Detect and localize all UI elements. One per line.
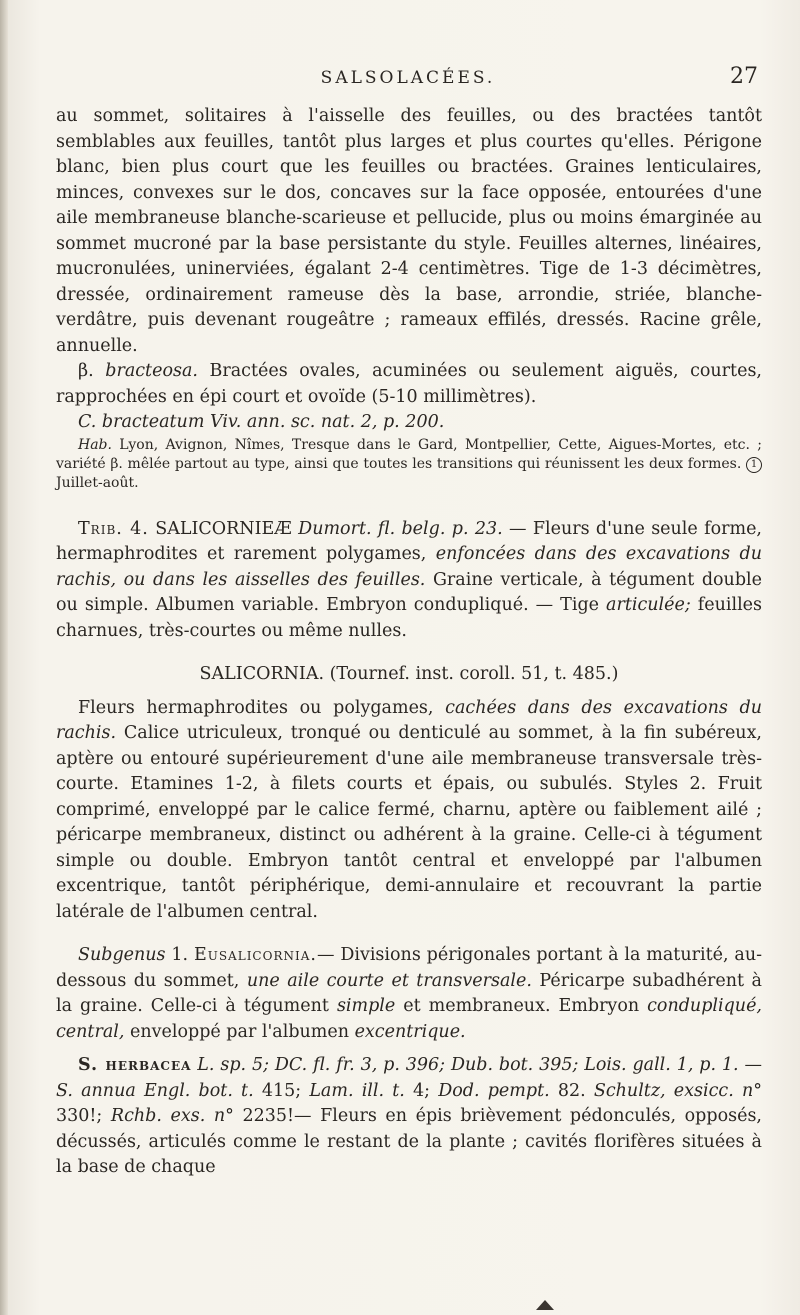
species-ref-1: L. sp. 5; DC. fl. fr. 3, p. 396; Dub. bot. 395; Lois. gall. 1, p. 1. [191,1055,739,1075]
tribe-name: SALICORNIEÆ [148,518,292,539]
subgenus-name: Eusalicornia. [193,945,317,965]
running-head: SALSOLACÉES. [320,68,496,88]
subgenus-number: 1. [165,945,194,965]
subgenus-text-1: — Divisions périgonales portant à la maturité, au-dessous du sommet, [56,945,762,991]
species-text-6: 2235!— Fleurs en épis brièvement pédonculés, opposés, décussés, articulés comme le restant de la plante ; cavités florifères situées à la base de chaque [56,1106,762,1177]
paragraph-tribe [56,517,762,645]
species-text-5: 330!; [56,1106,111,1126]
species-ref-3: Lam. ill. t. [309,1080,405,1101]
genus-heading [56,662,762,688]
subgenus-italic-3: condupliqué, central, [56,996,762,1042]
genus-italic-1: cachées dans des excavations du rachis. [56,697,762,743]
tribe-text-1: — Fleurs d'une seule forme, hermaphrodites et rarement polygames, [56,518,762,564]
subgenus-italic-1: une aile courte et transversale. [246,970,532,991]
paragraph-subgenus [56,943,762,1045]
tribe-authority: Dumort. fl. belg. p. 23. [291,518,503,539]
paragraph-synonym [56,410,762,436]
species-ref-4: Dod. pempt. [438,1080,550,1101]
variety-letter: β. [78,361,94,381]
species-name: S. herbacea [78,1055,192,1075]
tribe-text-3: feuilles charnues, très-courtes ou même nulles. [56,595,762,641]
tribe-text-2: Graine verticale, à tégument double ou simple. Albumen variable. Embryon condupliqué. — Tige [56,569,762,615]
genus-name: SALICORNIA. [199,664,325,684]
annual-symbol-icon: 1 [746,457,762,473]
subgenus-italic-4: excentrique. [354,1021,466,1042]
tribe-italic-2: articulée; [606,595,691,615]
book-spine-shadow [0,0,8,1315]
species-text-3: 4; [404,1080,439,1101]
synonym-reference: Viv. ann. sc. nat. 2, p. 200. [204,412,445,432]
species-sep-1: — [738,1055,762,1075]
paragraph-genus-description [56,696,762,926]
habitat-label: Hab. [78,436,112,453]
genus-text-2: Calice utriculeux, tronqué ou denticulé au sommet, à la fin subéreux, aptère ou entouré supérieurement d'une aile membraneuse transversale très-courte. Etamines 1-2, à filets courts et épais, ou subulés. Styles 2. Fruit comprimé, enveloppé par le calice fermé, charnu, aptère ou faiblement ailé ; péricarpe membraneux, distinct ou adhérent à la graine. Celle-ci à tégument simple ou double. Embryon tantôt central et enveloppé par l'albumen excentrique, tantôt périphérique, demi-annulaire et recouvrant la partie latérale de l'albumen central. [56,723,762,922]
paragraph-habitat [56,436,762,493]
ink-blot-mark [536,1300,554,1310]
subgenus-label: Subgenus [78,945,166,965]
species-text-2: 415; [253,1080,310,1101]
genus-reference: (Tournef. inst. coroll. 51, t. 485.) [324,664,619,684]
species-ref-2: S. annua Engl. bot. t. [56,1080,254,1101]
flowering-season: Juillet-août. [56,474,139,491]
paragraph-species [56,1053,762,1181]
subgenus-italic-2: simple [336,996,396,1016]
subgenus-text-4: enveloppé par l'albumen [124,1021,355,1042]
page-header [58,64,758,92]
variety-name: bracteosa. [105,361,198,381]
tribe-italic-1: enfoncées dans des excavations du rachis, ou dans les aisselles des feuilles. [56,544,762,590]
synonym-name: C. bracteatum [78,412,205,432]
genus-text-1: Fleurs hermaphrodites ou polygames, [78,697,446,718]
tribe-number: Trib. 4. [78,518,149,539]
subgenus-text-3: et membraneux. Embryon [395,996,648,1016]
species-ref-6: Rchb. exs. n° [110,1106,234,1126]
species-text-4: 82. [549,1080,594,1101]
page-number: 27 [730,64,758,89]
paragraph-description: au sommet, solitaires à l'aisselle des feuilles, ou des bractées tantôt semblables aux feuilles, tantôt plus larges et plus courtes qu'elles. Périgone blanc, bien plus court que les feuilles ou bractées. Graines lenticulaires, minces, convexes sur le dos, concaves sur la face opposée, entourées d'une aile membraneuse blanche-scarieuse et pellucide, plus ou moins émarginée au sommet mucroné par la base persistante du style. Feuilles alternes, linéaires, mucronulées, uninerviées, égalant 2-4 centimètres. Tige de 1-3 décimètres, dressée, ordinairement rameuse dès la base, arrondie, striée, blanche-verdâtre, puis devenant rougeâtre ; rameaux effilés, dressés. Racine grêle, annuelle. [56,106,762,356]
paragraph-variety-bracteosa [56,359,762,410]
subgenus-text-2: Péricarpe subadhérent à la graine. Celle-ci à tégument [56,970,762,1016]
body-text [56,104,762,1181]
variety-description: Bractées ovales, acuminées ou seulement aiguës, courtes, rapprochées en épi court et ovoïde (5-10 millimètres). [56,361,762,407]
habitat-text: Lyon, Avignon, Nîmes, Tresque dans le Gard, Montpellier, Cette, Aigues-Mortes, etc. ; variété β. mêlée partout au type, ainsi que toutes les transitions qui réunissent les deux formes. [56,436,762,472]
species-ref-5: Schultz, exsicc. n° [593,1080,762,1101]
